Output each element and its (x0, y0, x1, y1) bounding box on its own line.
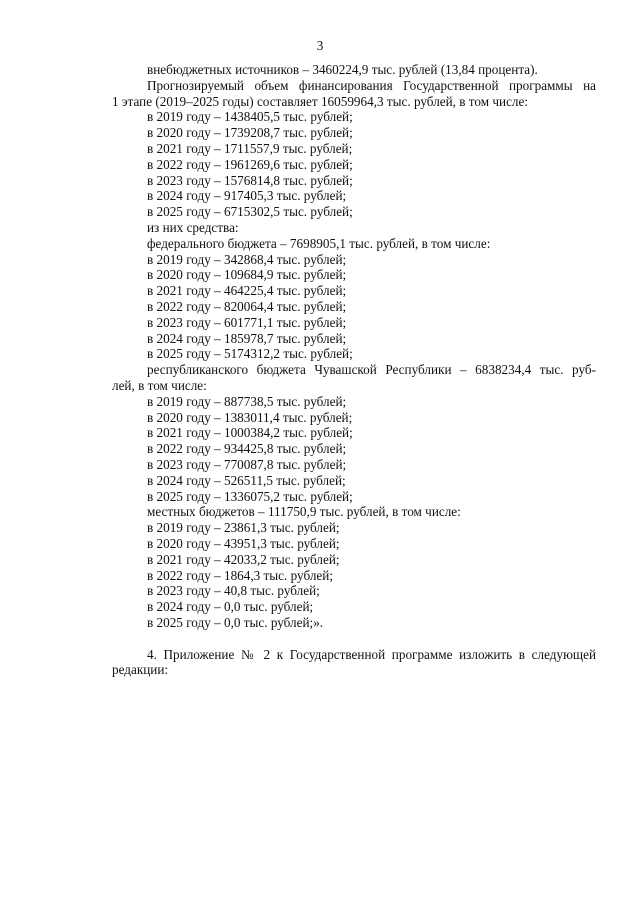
text-line: в 2019 году – 887738,5 тыс. рублей; (147, 393, 347, 409)
text-line: в 2020 году – 1383011,4 тыс. рублей; (147, 409, 353, 425)
text-line: в 2023 году – 601771,1 тыс. рублей; (147, 314, 347, 330)
text-line: республиканского бюджета Чувашской Республики – 6838234,4 тыс. руб- (147, 362, 596, 378)
text-line: в 2023 году – 1576814,8 тыс. рублей; (147, 172, 353, 188)
section-4-line-1: 4. Приложение № 2 к Государственной программе изложить в следующей (147, 646, 596, 662)
financing-paragraphs (112, 62, 596, 631)
text-line: в 2025 году – 1336075,2 тыс. рублей; (147, 488, 353, 504)
text-line: в 2022 году – 1961269,6 тыс. рублей; (147, 156, 353, 172)
text-line: в 2022 году – 1864,3 тыс. рублей; (147, 567, 333, 583)
text-line: в 2021 году – 42033,2 тыс. рублей; (147, 551, 340, 567)
section-4-line-2: редакции: (112, 662, 169, 678)
text-line: в 2019 году – 342868,4 тыс. рублей; (147, 251, 347, 267)
text-line: федерального бюджета – 7698905,1 тыс. рублей, в том числе: (147, 235, 491, 251)
text-line: в 2020 году – 43951,3 тыс. рублей; (147, 535, 340, 551)
text-line: в 2020 году – 109684,9 тыс. рублей; (147, 267, 347, 283)
text-line: Прогнозируемый объем финансирования Государственной программы на (147, 77, 596, 93)
text-line: из них средства: (147, 219, 239, 235)
document-body (112, 62, 596, 678)
text-line: в 2021 году – 1711557,9 тыс. рублей; (147, 140, 353, 156)
text-line: местных бюджетов – 111750,9 тыс. рублей, в том числе: (147, 504, 461, 520)
text-line: в 2023 году – 40,8 тыс. рублей; (147, 583, 320, 599)
text-line: в 2019 году – 23861,3 тыс. рублей; (147, 520, 340, 536)
text-line: в 2025 году – 0,0 тыс. рублей;». (147, 614, 324, 630)
text-line: 1 этапе (2019–2025 годы) составляет 16059964,3 тыс. рублей, в том числе: (112, 93, 529, 109)
text-line: в 2021 году – 1000384,2 тыс. рублей; (147, 425, 353, 441)
text-line: в 2024 году – 917405,3 тыс. рублей; (147, 188, 347, 204)
text-line: в 2021 году – 464225,4 тыс. рублей; (147, 283, 347, 299)
text-line: в 2025 году – 5174312,2 тыс. рублей; (147, 346, 353, 362)
text-line: лей, в том числе: (112, 377, 207, 393)
text-line: в 2019 году – 1438405,5 тыс. рублей; (147, 109, 353, 125)
text-line: внебюджетных источников – 3460224,9 тыс. рублей (13,84 процента). (147, 62, 538, 77)
text-line: в 2020 году – 1739208,7 тыс. рублей; (147, 125, 353, 141)
page-number: 3 (316, 38, 324, 53)
text-line: в 2023 году – 770087,8 тыс. рублей; (147, 456, 347, 472)
text-line: в 2024 году – 0,0 тыс. рублей; (147, 599, 314, 615)
text-line: в 2022 году – 934425,8 тыс. рублей; (147, 441, 347, 457)
text-line: в 2022 году – 820064,4 тыс. рублей; (147, 298, 347, 314)
paragraph-gap (112, 631, 596, 647)
text-line: в 2024 году – 526511,5 тыс. рублей; (147, 472, 346, 488)
text-line: в 2025 году – 6715302,5 тыс. рублей; (147, 204, 353, 220)
text-line: в 2024 году – 185978,7 тыс. рублей; (147, 330, 347, 346)
